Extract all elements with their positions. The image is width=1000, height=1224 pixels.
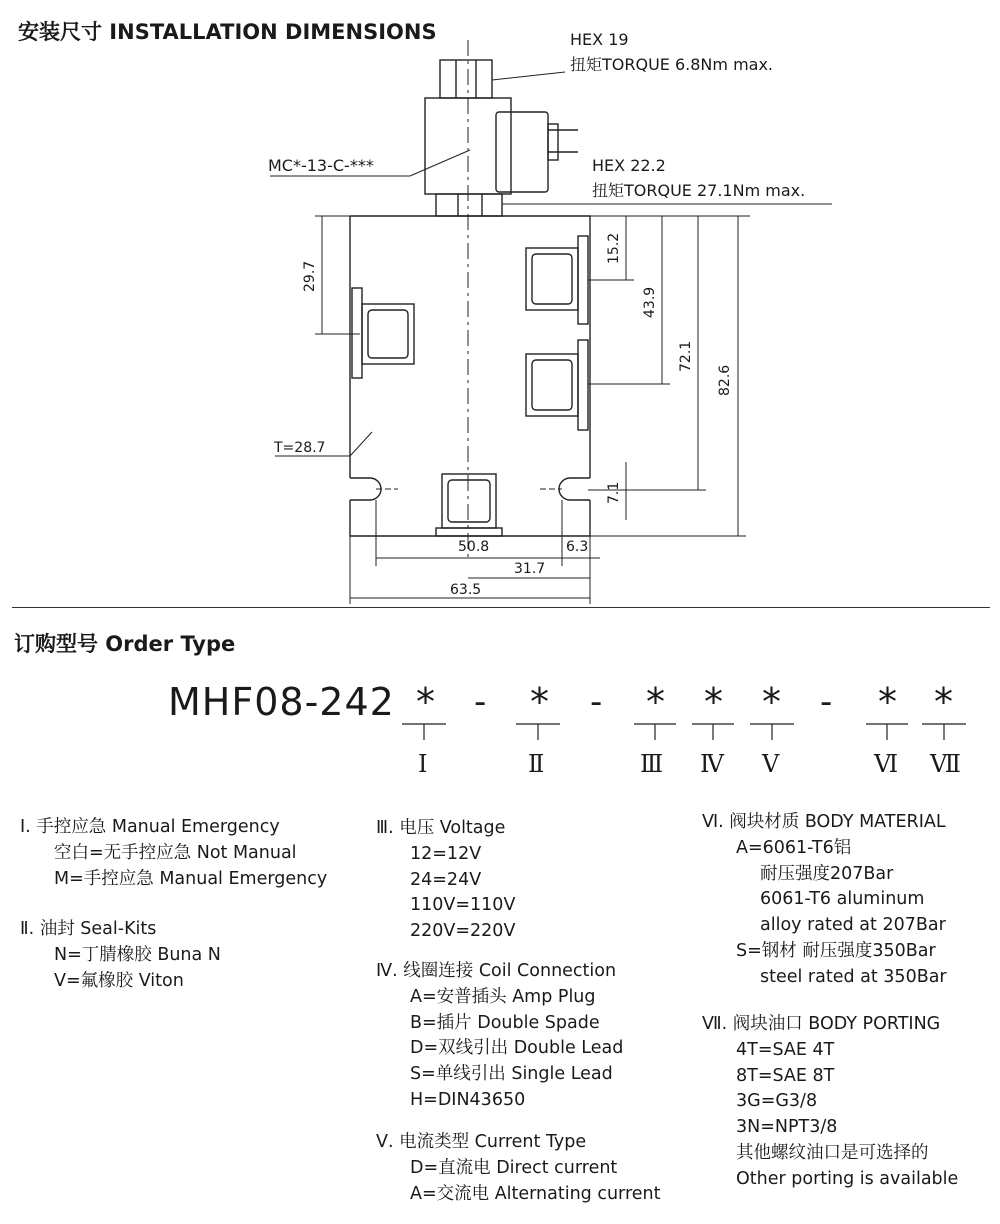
position-1: Ⅰ — [418, 750, 428, 778]
option-item: V=氟橡胶 Viton — [54, 970, 184, 991]
option-seal-kits — [20, 917, 221, 994]
position-6: Ⅵ — [874, 750, 899, 778]
dim-82-6: 82.6 — [717, 364, 733, 396]
option-item: 24=24V — [410, 869, 482, 890]
option-item: 耐压强度207Bar — [760, 863, 894, 884]
option-item: 3G=G3/8 — [736, 1091, 818, 1112]
option-heading: Ⅳ. 线圈连接 Coil Connection — [376, 961, 617, 981]
option-item: alloy rated at 207Bar — [760, 915, 946, 936]
dim-31-7: 31.7 — [514, 561, 546, 577]
dim-43-9: 43.9 — [642, 286, 658, 318]
option-item: B=插片 Double Spade — [410, 1012, 600, 1033]
option-coil-connection — [376, 959, 623, 1114]
option-item: 3N=NPT3/8 — [736, 1117, 838, 1138]
dim-6-3: 6.3 — [566, 539, 589, 555]
option-item: N=丁腈橡胶 Buna N — [54, 944, 221, 965]
option-item: 8T=SAE 8T — [736, 1065, 835, 1086]
code-slot-1: * — [416, 680, 435, 724]
model-prefix: MHF08-242 — [168, 680, 395, 724]
hex22-label: HEX 22.2 — [592, 156, 666, 175]
code-dash-3: - — [820, 682, 833, 722]
option-item: A=安普插头 Amp Plug — [410, 986, 596, 1007]
option-item: steel rated at 350Bar — [760, 966, 947, 987]
option-item: Other porting is available — [736, 1168, 959, 1189]
option-item: S=单线引出 Single Lead — [410, 1064, 613, 1085]
code-dash-2: - — [590, 682, 603, 722]
order-title: 订购型号 Order Type — [14, 632, 236, 656]
code-slot-4: * — [704, 680, 723, 724]
option-item: H=DIN43650 — [410, 1089, 526, 1110]
dim-15-2: 15.2 — [606, 232, 622, 264]
option-manual-emergency — [20, 815, 327, 892]
option-item: 220V=220V — [410, 921, 516, 942]
option-heading: Ⅰ. 手控应急 Manual Emergency — [20, 817, 280, 837]
option-item: A=交流电 Alternating current — [410, 1183, 661, 1204]
position-3: Ⅲ — [640, 750, 664, 778]
dim-7-1: 7.1 — [606, 481, 622, 504]
option-body-porting — [702, 1012, 958, 1193]
option-item: 12=12V — [410, 843, 482, 864]
option-item: S=钢材 耐压强度350Bar — [736, 940, 936, 961]
hex19-torque: 扭矩TORQUE 6.8Nm max. — [570, 55, 774, 74]
position-2: Ⅱ — [528, 750, 545, 778]
option-item: 110V=110V — [410, 895, 516, 916]
option-item: A=6061-T6铝 — [736, 837, 852, 858]
code-slot-2: * — [530, 680, 549, 724]
option-item: 4T=SAE 4T — [736, 1039, 835, 1060]
dim-72-1: 72.1 — [678, 340, 694, 372]
option-item: M=手控应急 Manual Emergency — [54, 868, 328, 889]
dim-50-8: 50.8 — [458, 539, 490, 555]
option-item: D=直流电 Direct current — [410, 1157, 618, 1178]
code-slot-3: * — [646, 680, 665, 724]
dim-29-7: 29.7 — [302, 260, 318, 292]
hex22-torque: 扭矩TORQUE 27.1Nm max. — [592, 181, 806, 200]
option-voltage — [376, 816, 515, 945]
code-dash-1: - — [474, 682, 487, 722]
option-heading: Ⅵ. 阀块材质 BODY MATERIAL — [702, 812, 946, 832]
option-body-material — [702, 810, 947, 991]
coil-model-callout: MC*-13-C-*** — [268, 156, 374, 175]
option-current-type — [376, 1130, 660, 1207]
option-item: 其他螺纹油口是可选择的 — [736, 1142, 929, 1163]
option-heading: Ⅴ. 电流类型 Current Type — [376, 1132, 587, 1152]
dim-63-5: 63.5 — [450, 582, 482, 598]
thickness-callout: T=28.7 — [274, 440, 326, 456]
option-heading: Ⅱ. 油封 Seal-Kits — [20, 919, 157, 939]
hex19-label: HEX 19 — [570, 30, 629, 49]
position-7: Ⅶ — [930, 750, 961, 778]
code-slot-6: * — [878, 680, 897, 724]
installation-title: 安装尺寸 INSTALLATION DIMENSIONS — [18, 20, 437, 44]
code-slot-5: * — [762, 680, 781, 724]
position-5: Ⅴ — [762, 750, 780, 778]
option-heading: Ⅶ. 阀块油口 BODY PORTING — [702, 1014, 941, 1034]
option-item: 空白=无手控应急 Not Manual — [54, 842, 297, 863]
option-item: D=双线引出 Double Lead — [410, 1038, 624, 1059]
position-4: Ⅳ — [700, 750, 724, 778]
option-item: 6061-T6 aluminum — [760, 889, 925, 910]
option-heading: Ⅲ. 电压 Voltage — [376, 818, 506, 838]
code-slot-7: * — [934, 680, 953, 724]
